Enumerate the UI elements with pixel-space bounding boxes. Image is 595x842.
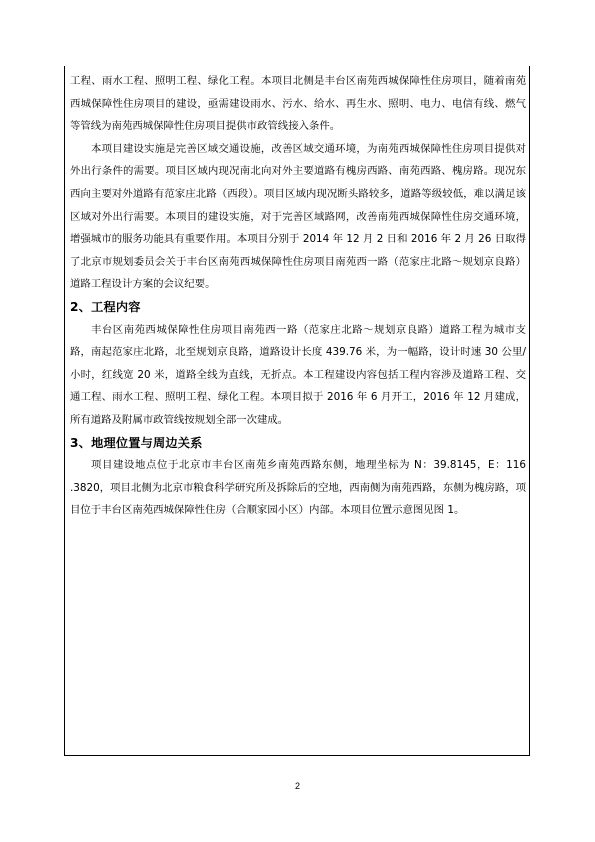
- section-heading-content: 2、工程内容: [70, 299, 141, 314]
- document-body: [70, 70, 526, 522]
- section-body-content: 丰台区南苑西城保障性住房项目南苑西一路（范家庄北路～规划京良路）道路工程为城市支路，南起范家庄北路，北至规划京良路，道路设计长度 439.76 米，为一幅路，设计时速 30 公里/小时，红线宽 20 米，道路全线为直线，无折点。本工程建设内容包括工程内容涉及道路工程、交通工程、雨水工程、照明工程、绿化工程。本项目拟于 2016 年 6 月开工，2016 年 12 月建成，所有道路及附属市政管线按规划全部一次建成。: [70, 323, 526, 426]
- page-number: 2: [294, 781, 300, 791]
- section-heading-location: 3、地理位置与周边关系: [70, 435, 203, 450]
- section-body-location: 项目建设地点位于北京市丰台区南苑乡南苑西路东侧，地理坐标为 N：39.8145，E：116 .3820，项目北侧为北京市粮食科学研究所及拆除后的空地，西南侧为南苑西路，东侧为槐房路，项目位于丰台区南苑西城保障性住房（合顺家园小区）内部。本项目位置示意图见图 1。: [70, 459, 526, 517]
- background-paragraph: 本项目建设实施是完善区域交通设施，改善区域交通环境，为南苑西城保障性住房项目提供对外出行条件的需要。项目区域内现况南北向对外主要道路有槐房西路、南苑西路、槐房路。现况东西向主要对外道路有范家庄北路（西段）。项目区域内现况断头路较多，道路等级较低，难以满足该区域对外出行需要。本项目的建设实施，对于完善区域路网，改善南苑西城保障性住房交通环境，增强城市的服务功能具有重要作用。本项目分别于 2014 年 12 月 2 日和 2016 年 2 月 26 日取得了北京市规划委员会关于丰台区南苑西城保障性住房项目南苑西一路（范家庄北路～规划京良路）道路工程设计方案的会议纪要。: [70, 142, 526, 291]
- continuation-paragraph: 工程、雨水工程、照明工程、绿化工程。本项目北侧是丰台区南苑西城保障性住房项目，随着南苑西城保障性住房项目的建设，亟需建设雨水、污水、给水、再生水、照明、电力、电信有线、燃气等管线为南苑西城保障性住房项目提供市政管线接入条件。: [70, 75, 526, 133]
